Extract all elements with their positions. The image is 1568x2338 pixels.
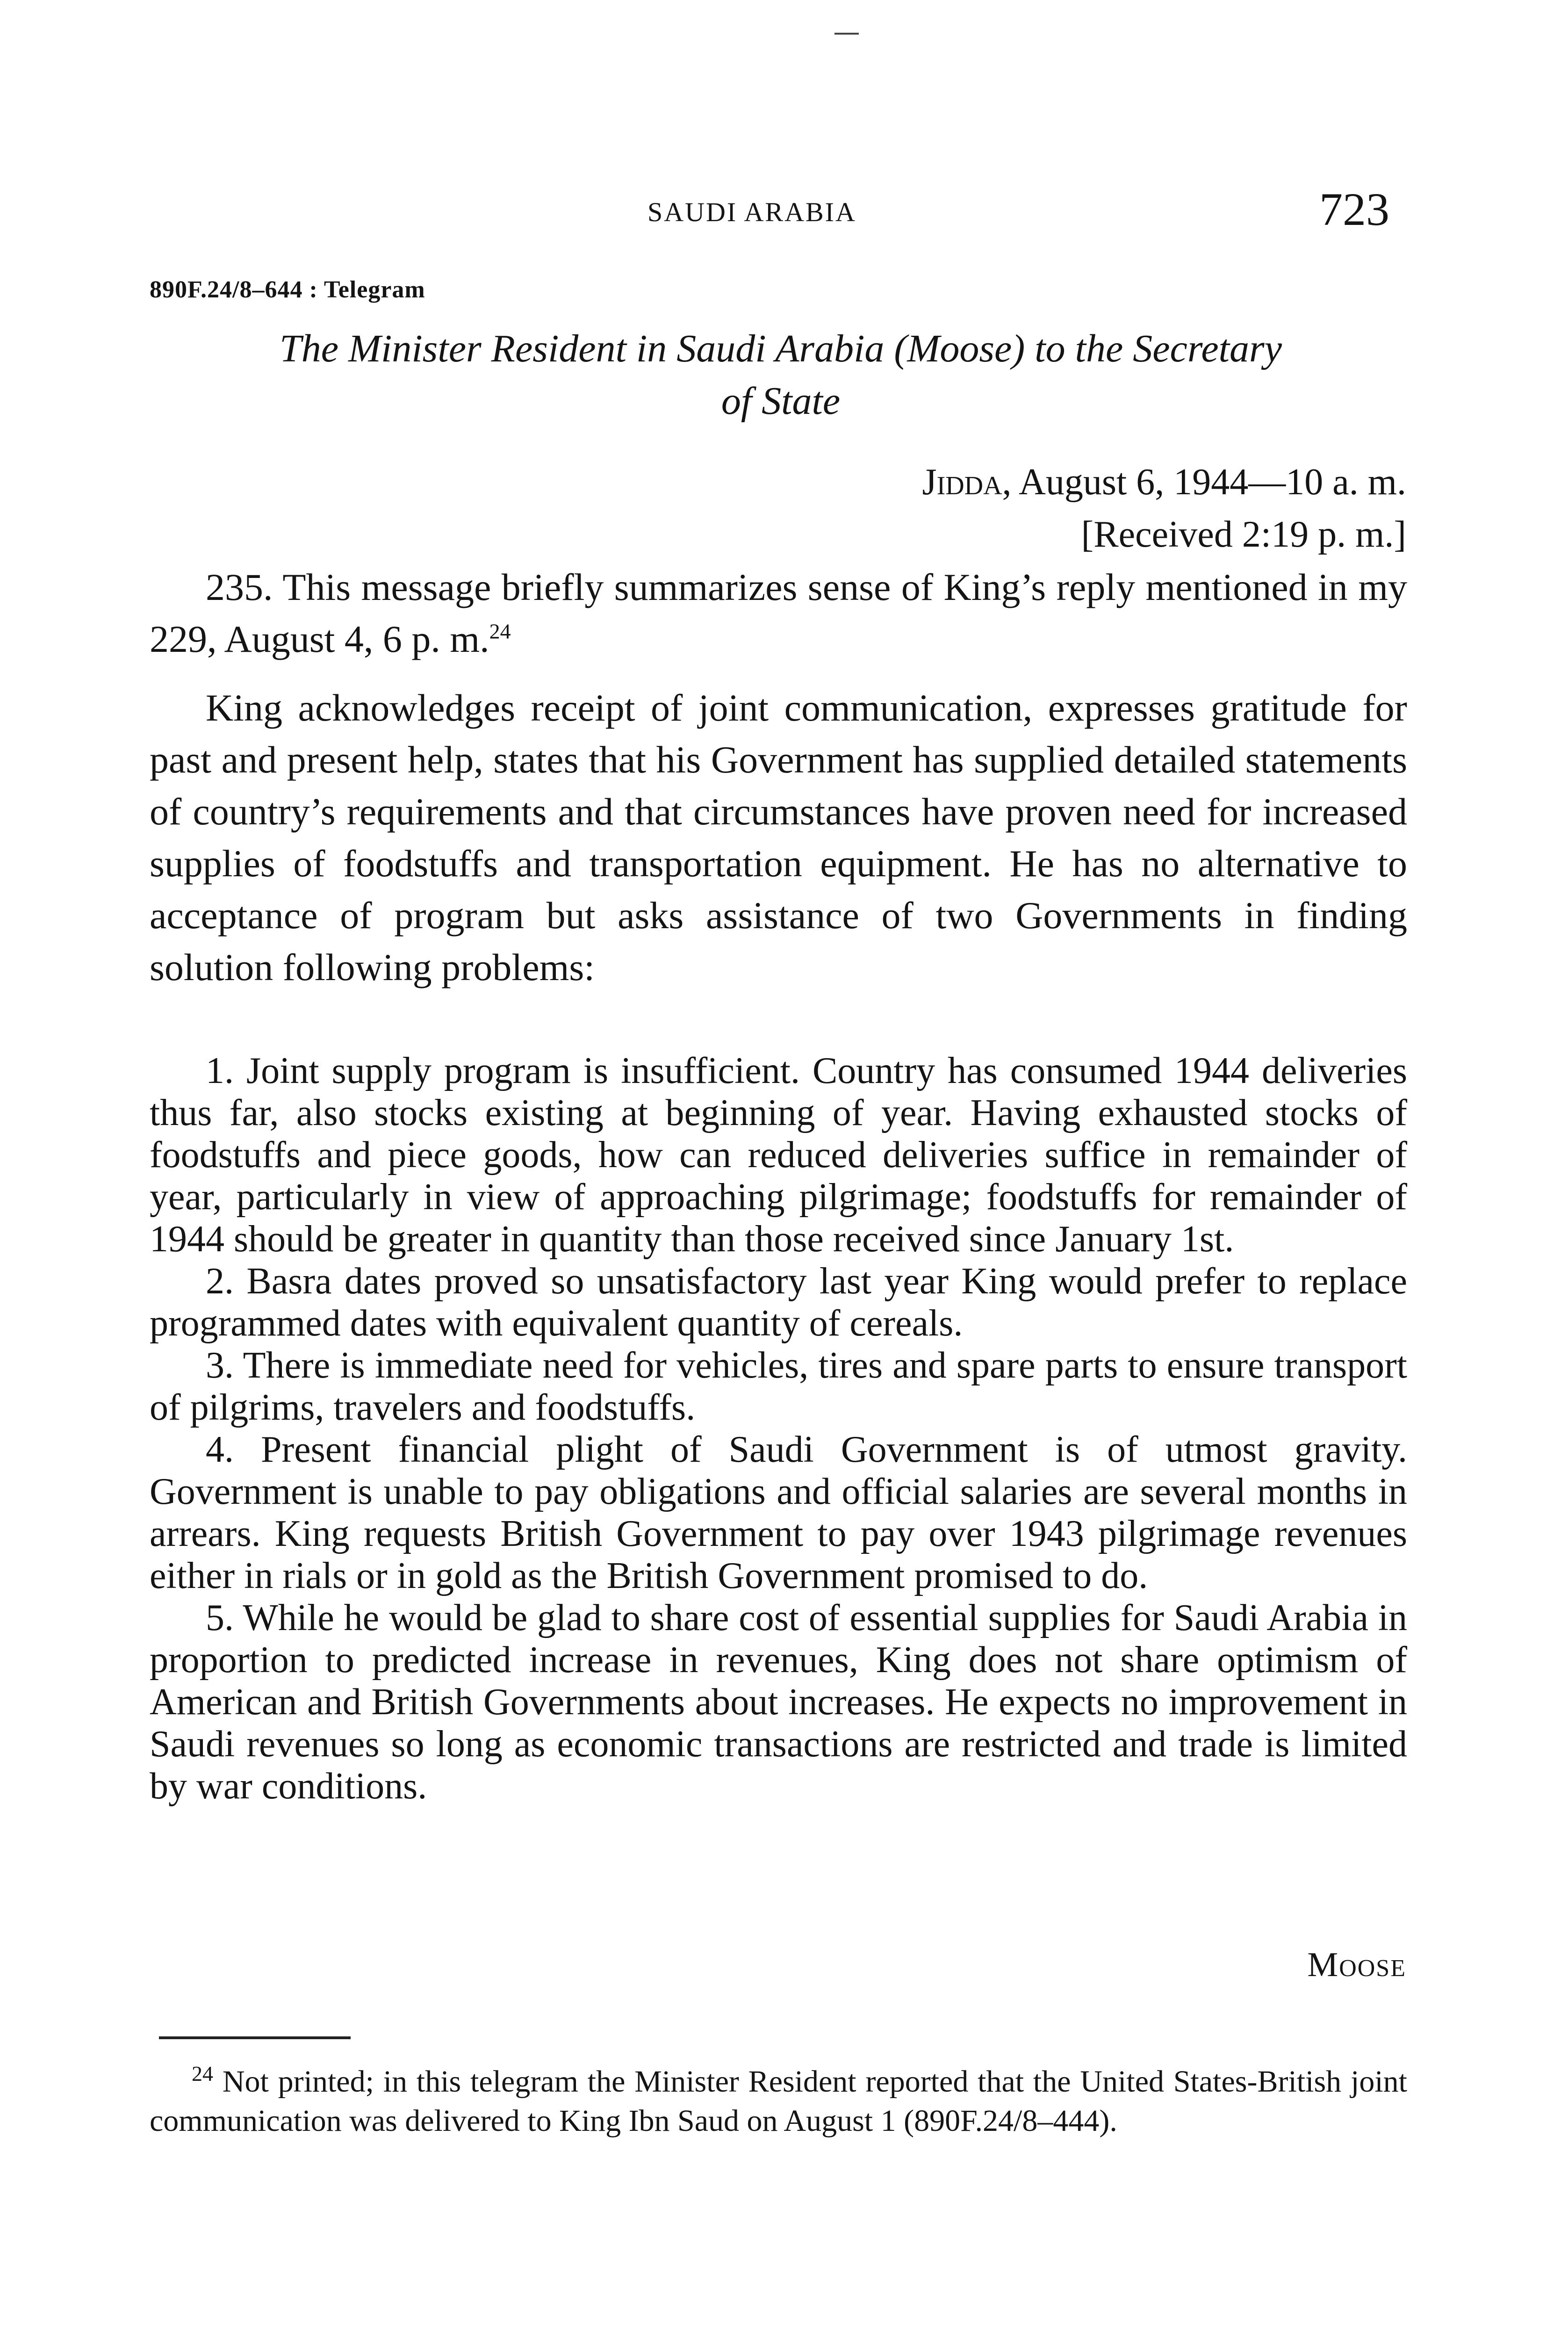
footnote	[150, 2062, 1407, 2141]
footnote-ref: 24	[489, 619, 511, 643]
list-item-4: 4. Present financial plight of Saudi Government is of utmost gravity. Government is unable to pay obligations and official salaries are several months in arrears. King requests British Government to pay over 1943 pilgrimage revenues either in rials or in gold as the British Government promised to do.	[150, 1429, 1407, 1596]
dateline	[922, 456, 1406, 561]
running-head: SAUDI ARABIA	[647, 197, 856, 227]
paragraph-2: King acknowledges receipt of joint communication, expresses gratitude for past and present help, states that his Government has supplied detailed statements of country’s requirements and that circumstances have proven need for increased supplies of foodstuffs and transportation equipment. He has no alternative to acceptance of program but asks assistance of two Governments in finding solution following problems:	[150, 686, 1407, 989]
page-number: 723	[1319, 183, 1389, 235]
intro-paragraph	[150, 561, 1407, 665]
footnote-paragraph	[150, 2062, 1407, 2141]
list-item-2: 2. Basra dates proved so unsatisfactory last year King would prefer to replace programmed dates with equivalent quantity of cereals.	[150, 1261, 1407, 1344]
dateline-time: , August 6, 1944—10 a. m.	[1002, 462, 1406, 503]
problem-list	[150, 1050, 1407, 1807]
file-reference: 890F.24/8–644 : Telegram	[150, 276, 425, 303]
top-dash-mark	[834, 33, 859, 35]
received-line: [Received 2:19 p. m.]	[1081, 514, 1406, 555]
list-item-5: 5. While he would be glad to share cost of essential supplies for Saudi Arabia in proportion to predicted increase in revenues, King does not share optimism of American and British Governments about increases. He expects no improvement in Saudi revenues so long as economic transactions are restricted and trade is limited by war conditions.	[150, 1597, 1407, 1807]
dateline-place: Jidda	[922, 462, 1002, 503]
dateline-date	[922, 456, 1406, 508]
heading-line-1: The Minister Resident in Saudi Arabia (Moose) to the Secretary	[280, 327, 1282, 370]
footnote-marker: 24	[192, 2062, 213, 2085]
list-item-3: 3. There is immediate need for vehicles, tires and spare parts to ensure transport of pilgrims, travelers and foodstuffs.	[150, 1345, 1407, 1428]
footnote-divider	[159, 2036, 351, 2039]
intro-text: 235. This message briefly summarizes sense of King’s reply mentioned in my 229, August 4, 6 p. m.	[150, 566, 1407, 660]
list-item-1: 1. Joint supply program is insufficient. Country has consumed 1944 deliveries thus far, also stocks existing at beginning of year. Having exhausted stocks of foodstuffs and piece goods, how can reduced deliveries suffice in remainder of year, particularly in view of approaching pilgrimage; foodstuffs for remainder of 1944 should be greater in quantity than those received since January 1st.	[150, 1050, 1407, 1260]
footnote-text: Not printed; in this telegram the Minister Resident reported that the United States-British joint communication was delivered to King Ibn Saud on August 1 (890F.24/8–444).	[150, 2064, 1407, 2138]
document-heading	[150, 323, 1412, 427]
signature: Moose	[1307, 1946, 1406, 1984]
telegram-body	[150, 561, 1407, 993]
heading-line-2: of State	[721, 379, 841, 423]
